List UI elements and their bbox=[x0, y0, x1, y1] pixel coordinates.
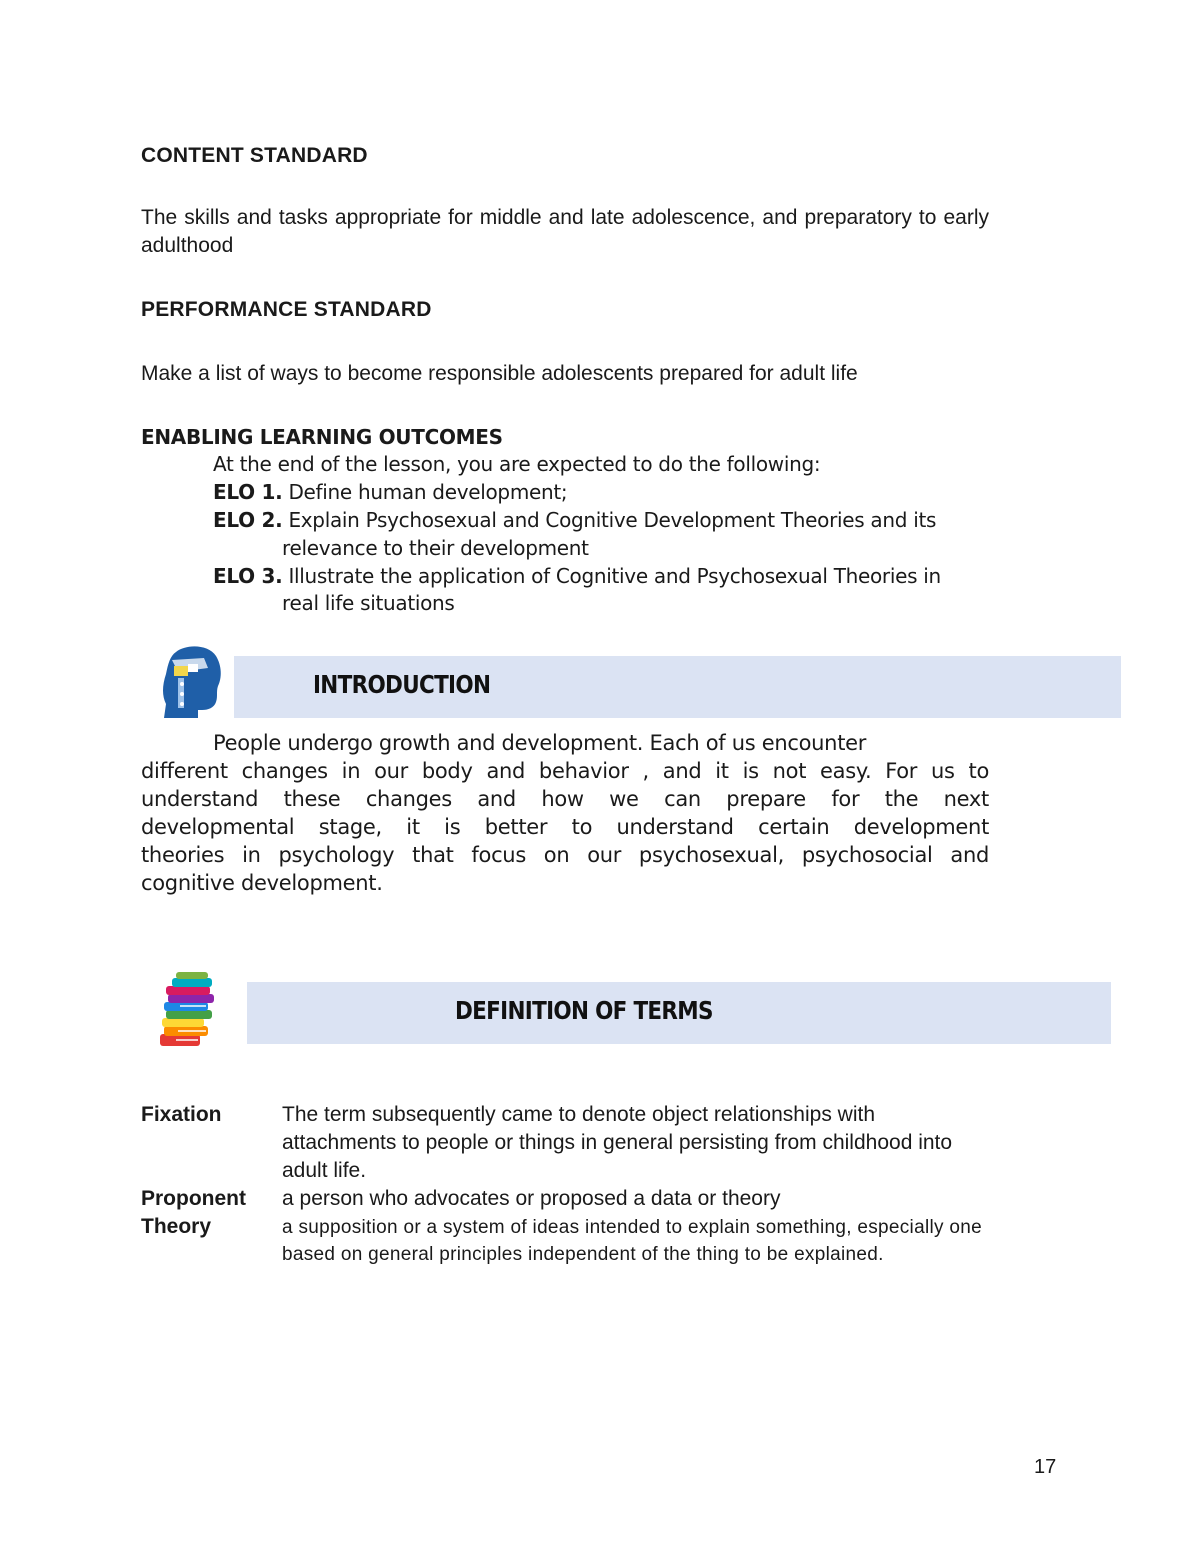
outcome-label: ELO 1. bbox=[213, 480, 283, 504]
outcome-text: Define human development; bbox=[288, 480, 568, 504]
introduction-title: INTRODUCTION bbox=[313, 670, 491, 699]
content-standard-text: The skills and tasks appropriate for middle and late adolescence, and preparatory to early adulthood bbox=[141, 206, 989, 257]
definition-line: based on general principles independent of the thing to be explained. bbox=[282, 1244, 884, 1265]
introduction-banner bbox=[234, 656, 1121, 718]
definition-line: a person who advocates or proposed a data or theory bbox=[282, 1187, 781, 1210]
paragraph-line: different changes in our body and behavior , and it is not easy. For us to bbox=[141, 759, 989, 783]
term-label: Theory bbox=[141, 1215, 212, 1238]
outcome-text-continued: relevance to their development bbox=[282, 536, 589, 560]
term-definition bbox=[282, 1101, 952, 1185]
paragraph-line: theories in psychology that focus on our psychosexual, psychosocial and bbox=[141, 843, 989, 867]
performance-standard-text: Make a list of ways to become responsible adolescents prepared for adult life bbox=[141, 362, 858, 385]
term-label: Proponent bbox=[141, 1187, 246, 1210]
definition-line: attachments to people or things in general persisting from childhood into bbox=[282, 1131, 953, 1154]
term-label: Fixation bbox=[141, 1103, 222, 1126]
outcome-item bbox=[213, 506, 1113, 534]
outcomes-heading: ENABLING LEARNING OUTCOMES bbox=[141, 425, 503, 449]
content-standard-heading: CONTENT STANDARD bbox=[141, 144, 368, 167]
outcome-text: Illustrate the application of Cognitive and Psychosexual Theories in bbox=[288, 564, 941, 588]
definition-line: a supposition or a system of ideas intended to explain something, especially one bbox=[282, 1217, 982, 1238]
outcome-item bbox=[213, 562, 1113, 590]
paragraph-line: developmental stage, it is better to understand certain development bbox=[141, 815, 989, 839]
paragraph-line: understand these changes and how we can prepare for the next bbox=[141, 787, 989, 811]
definition-line: adult life. bbox=[282, 1159, 367, 1182]
outcome-text-continued: real life situations bbox=[282, 591, 455, 615]
term-definition bbox=[282, 1214, 982, 1268]
performance-standard-heading: PERFORMANCE STANDARD bbox=[141, 298, 432, 321]
outcome-label: ELO 3. bbox=[213, 564, 283, 588]
outcome-item bbox=[213, 478, 1093, 506]
paragraph-line: cognitive development. bbox=[141, 871, 383, 895]
outcome-text: Explain Psychosexual and Cognitive Development Theories and its bbox=[288, 508, 937, 532]
definitions-title: DEFINITION OF TERMS bbox=[455, 996, 713, 1025]
head-silhouette-icon bbox=[158, 644, 224, 720]
book-stack-icon bbox=[156, 970, 228, 1050]
outcomes-intro: At the end of the lesson, you are expected to do the following: bbox=[213, 452, 821, 476]
term-definition bbox=[282, 1185, 780, 1213]
definitions-banner bbox=[247, 982, 1111, 1044]
introduction-paragraph bbox=[141, 729, 989, 897]
definition-line: The term subsequently came to denote object relationships with bbox=[282, 1103, 875, 1126]
page-number: 17 bbox=[1034, 1456, 1057, 1478]
paragraph-line: People undergo growth and development. Each of us encounter bbox=[213, 731, 867, 755]
outcome-label: ELO 2. bbox=[213, 508, 283, 532]
